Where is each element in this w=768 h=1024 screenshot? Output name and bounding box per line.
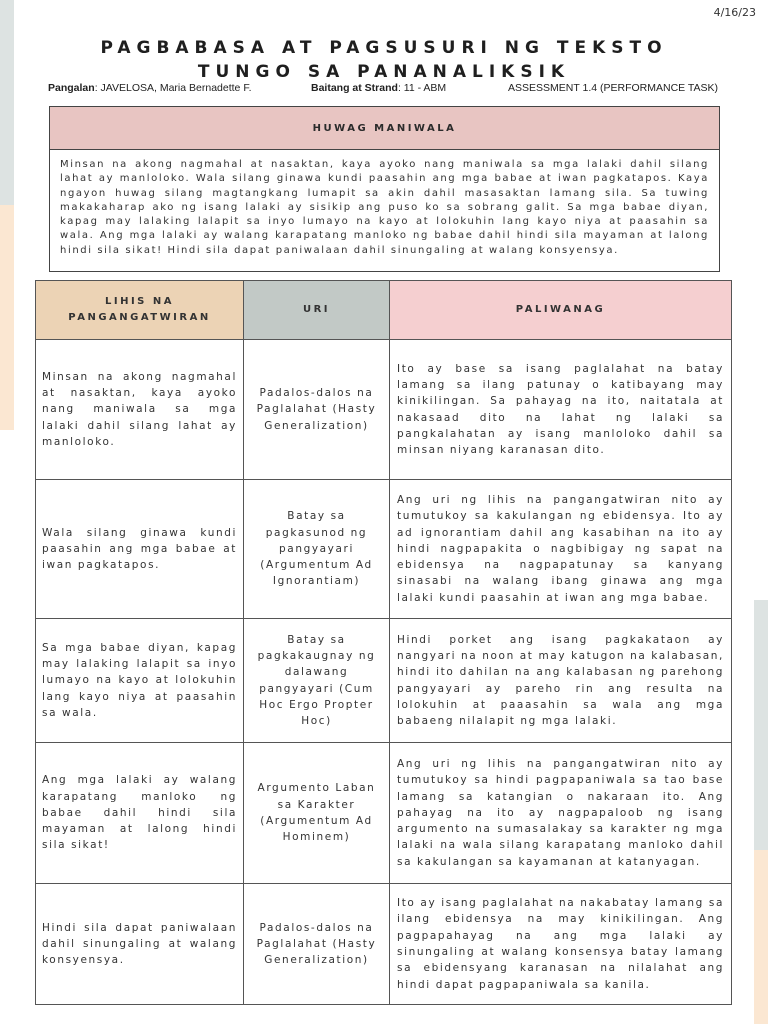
cell-uri: Batay sa pagkakaugnay ng dalawang pangyayari (Cum Hoc Ergo Propter Hoc) <box>244 619 390 743</box>
table-row <box>36 480 732 619</box>
cell-uri: Batay sa pagkasunod ng pangyayari (Argumentum Ad Ignorantiam) <box>244 480 390 619</box>
assessment-label: ASSESSMENT 1.4 (PERFORMANCE TASK) <box>508 82 719 94</box>
cell-uri: Padalos-dalos na Paglalahat (Hasty Generalization) <box>244 340 390 480</box>
cell-paliwanag: Ang uri ng lihis na pangangatwiran nito ay tumutukoy sa hindi pagpapaniwala sa tao base lamang sa katangian o nakaraan ito. Ang pahayag na ito ay nagpapaloob ng isang argumento na sumasalakay sa karakter ng mga lalaki na wala silang karapatang manloko dahil sa kakulangan sa kayamanan at katanyagan. <box>390 743 732 884</box>
cell-uri: Argumento Laban sa Karakter (Argumentum Ad Hominem) <box>244 743 390 884</box>
header-paliwanag: PALIWANAG <box>390 281 732 340</box>
table-row <box>36 340 732 480</box>
table-header-row <box>36 281 732 340</box>
cell-lihis: Hindi sila dapat paniwalaan dahil sinungaling at walang konsyensya. <box>36 884 244 1005</box>
decor-stripe-right-gray <box>754 600 768 850</box>
passage-text: Minsan na akong nagmahal at nasaktan, kaya ayoko nang maniwala sa mga lalaki dahil silang lahat ay manloloko. Wala silang ginawa kundi paasahin ang mga babae at iwan pagkatapos. Kaya ngayon huwag silang magtangkang lumapit sa akin dahil masasaktan lamang sila. Sa tuwing makakaharap ako ng isang lalaki ay sisikip ang puso ko sa sobrang galit. Sa mga babae diyan, kapag may lalaking lalapit sa inyo lumayo na kayo at lolokuhin lang kayo niya at paasahin sa wala. Ang mga lalaki ay walang karapatang manloko ng babae dahil hindi sila mayaman at lalong hindi sila sikat! Hindi sila dapat paniwalaan dahil sinungaling at walang konsyensya. <box>49 150 720 272</box>
cell-paliwanag: Hindi porket ang isang pagkakataon ay nangyari na noon at may katugon na kalabasan, hindi ito dahilan na ang kalabasan ng parehong pangyayari ay pareho rin ang resulta na lolokuhin at paaasahin sa wala ang mga babaeng nilalapit ng mga lalaki. <box>390 619 732 743</box>
grade-strand <box>311 82 446 94</box>
header-uri: URI <box>244 281 390 340</box>
title-line-1: PAGBABASA AT PAGSUSURI NG TEKSTO <box>100 38 668 58</box>
cell-paliwanag: Ito ay base sa isang paglalahat na batay lamang sa ilang patunay o katibayang may kinikilingan. Sa pahayag na ito, naitatala at nakasaad dito na lahat ng lalaki sa pangkalahatan ay isang manloloko dahil sa minsan niyang karanasan dito. <box>390 340 732 480</box>
cell-lihis: Sa mga babae diyan, kapag may lalaking lalapit sa inyo lumayo na kayo at lolokuhin lang kayo niya at paasahin sa wala. <box>36 619 244 743</box>
fallacy-table <box>35 280 732 1005</box>
grade-label: Baitang at Strand <box>311 82 398 94</box>
decor-stripe-left-gray <box>0 0 14 205</box>
decor-stripe-left-peach <box>0 205 14 430</box>
table-row <box>36 619 732 743</box>
table-row <box>36 743 732 884</box>
cell-paliwanag: Ito ay isang paglalahat na nakabatay lamang sa ilang ebidensya na may kinikilingan. Ang pagpapahayag na ang mga lalaki ay sinungaling at walang konsensya batay lamang sa ebidensyang karanasan na nilalahat ang hindi dapat pagpapaniwala sa kanila. <box>390 884 732 1005</box>
cell-lihis: Wala silang ginawa kundi paasahin ang mga babae at iwan pagkatapos. <box>36 480 244 619</box>
grade-value: : 11 - ABM <box>397 82 447 94</box>
table-row <box>36 884 732 1005</box>
title-line-2: TUNGO SA PANANALIKSIK <box>197 62 571 82</box>
document-title <box>0 36 768 84</box>
cell-lihis: Ang mga lalaki ay walang karapatang manloko ng babae dahil hindi sila mayaman at lalong hindi sila sikat! <box>36 743 244 884</box>
passage-heading: HUWAG MANIWALA <box>49 106 720 150</box>
decor-stripe-right-peach <box>754 850 768 1024</box>
header-lihis: LIHIS NA PANGANGATWIRAN <box>36 281 244 340</box>
cell-uri: Padalos-dalos na Paglalahat (Hasty Generalization) <box>244 884 390 1005</box>
cell-paliwanag: Ang uri ng lihis na pangangatwiran nito ay tumutukoy sa kakulangan ng ebidensya. Ito ay ad ignorantiam dahil ang kasabihan na ito ay hindi nagpapakita o nagbibigay ng sapat na ebidensya na nagpapatunay sa kanyang sinasabi na walang ibang ginawa ang mga lalaki kundi paasahin at iwan ang mga babae. <box>390 480 732 619</box>
document-date: 4/16/23 <box>713 6 756 19</box>
name-label: Pangalan <box>48 82 95 94</box>
name-value: : JAVELOSA, Maria Bernadette F. <box>94 82 252 94</box>
student-name <box>48 82 251 94</box>
cell-lihis: Minsan na akong nagmahal at nasaktan, kaya ayoko nang maniwala sa mga lalaki dahil silang lahat ay manloloko. <box>36 340 244 480</box>
